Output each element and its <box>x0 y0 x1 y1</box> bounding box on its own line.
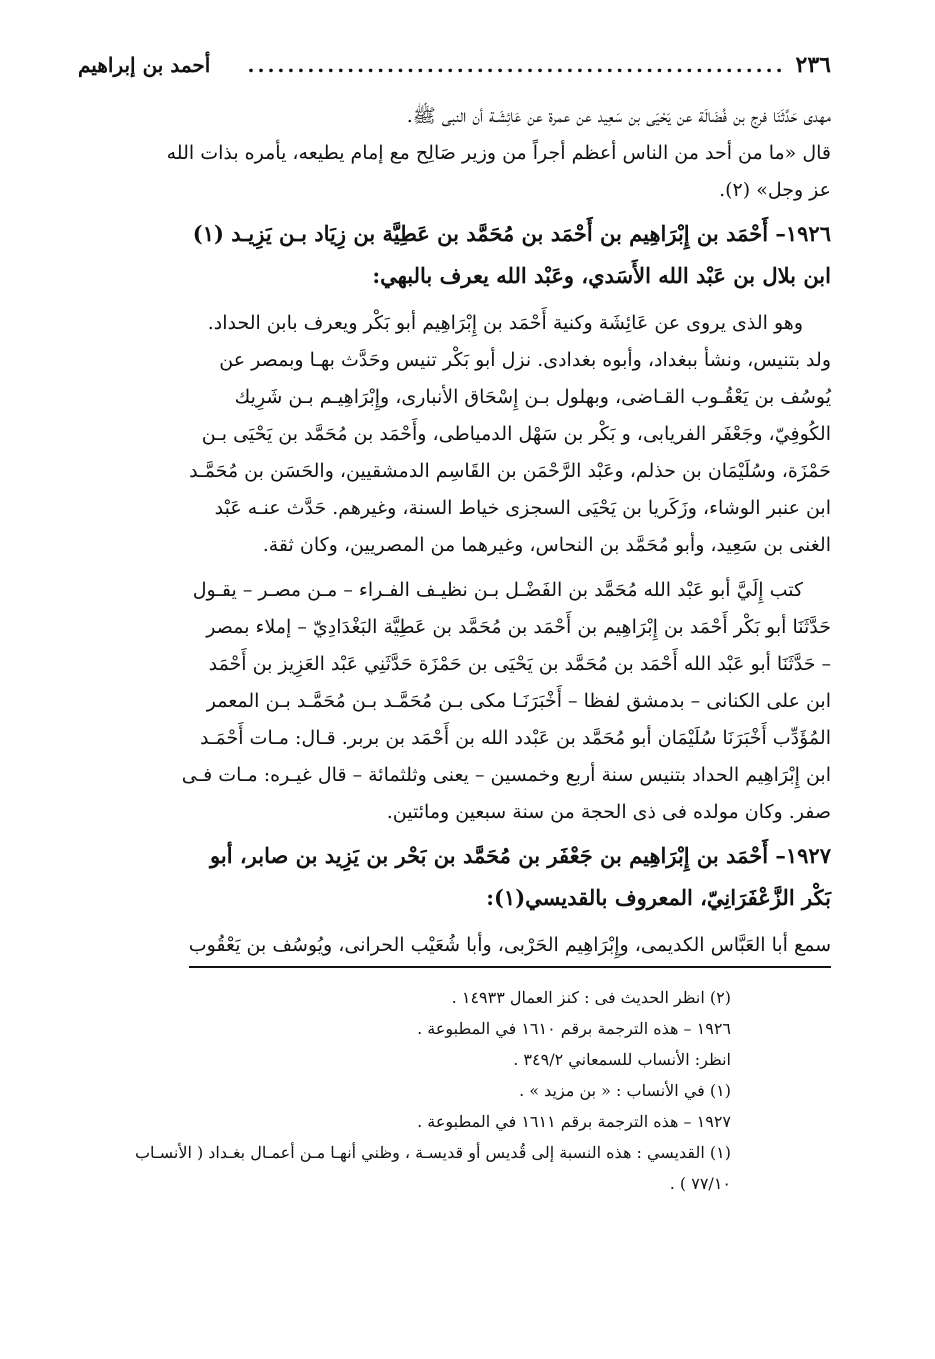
entry-1927-heading <box>78 835 831 919</box>
book-page <box>78 52 831 1199</box>
text-line: عز وجل» (٢). <box>719 179 831 201</box>
text-line: مهدى حَدَّثَنَا فرج بن فُضَالَة عن يَحْيَى بن سَعِيد عن عمرة عن عَائِشَـة أن النبى ﷺ. <box>406 105 831 127</box>
text-line: الغنى بن سَعِيد، وأبو مُحَمَّد بن النحاس، وغيرهما من المصريين، وكان ثقة. <box>262 534 831 556</box>
text-line: المُؤَدِّب أَخْبَرَنَا سُلَيْمَان أبو مُحَمَّد بن عَبْدد الله بن أَحْمَد بن بربر. قـال: مـات أَحْمَـد <box>199 727 831 749</box>
entry-1926-paragraph-2 <box>78 572 831 831</box>
running-title: أحمد بن إبراهيم <box>78 53 211 77</box>
text-line: قال «ما من أحد من الناس أعظم أجراً من وزير صَالِح مع إمام يطيعه، يأمره بذات الله <box>166 142 831 164</box>
text-line: ابن على الكنانى – بدمشق لفظا – أَخْبَرَنَـا مكى بـن مُحَمَّـد بـن مُحَمَّـد بـن المعمر <box>206 690 831 712</box>
text-line: كتب إِلَيَّ أبو عَبْد الله مُحَمَّد بن الفَضْـل بـن نظيـف الفـراء – مـن مصـر – يقـول <box>192 579 803 601</box>
text-line <box>78 927 831 968</box>
footnote: (١) القديسي : هذه النسبة إلى قُديس أو قديسـة ، وظني أنهـا مـن أعمـال بغـداد ( الأنسـاب <box>134 1143 731 1162</box>
text-line: ولد بتنيس، ونشأ ببغداد، وأبوه بغدادى. نزل أبو بَكْر تنيس وحَدَّث بهـا وبمصر عن <box>219 349 831 371</box>
footnote: ٧٧/١٠ ) . <box>669 1174 731 1193</box>
footnote: انظر: الأنساب للسمعاني ٣٤٩/٢ . <box>513 1050 731 1069</box>
entry-1927 <box>78 835 831 968</box>
page-header <box>78 52 831 92</box>
entry-1926 <box>78 213 831 831</box>
entry-1926-paragraph-1 <box>78 305 831 564</box>
text-line: حَمْزَة، وسُلَيْمَان بن حذلم، وعَبْد الرَّحْمَن بن القَاسِم الدمشقيين، والحَسَن بن مُحَمَّـد <box>189 460 831 482</box>
heading-line: ابن بلال بن عَبْد الله الأَسَدي، وعَبْد الله يعرف بالبهي: <box>372 263 831 288</box>
text-line: صفر. وكان مولده فى ذى الحجة من سنة سبعين ومائتين. <box>386 801 831 823</box>
entry-1926-heading <box>78 213 831 297</box>
entry-1927-paragraph-1 <box>78 927 831 968</box>
footnotes <box>78 982 831 1199</box>
header-leader-dots: ...................................................... <box>247 53 786 77</box>
heading-line: بَكْر الزَّعْفَرَانِيّ، المعروف بالقديسي(١): <box>486 885 831 910</box>
text-line: ابن عنبر الوشاء، وزَكَريا بن يَحْيَى السجزى خياط السنة، وغيرهم. حَدَّث عنـه عَبْد <box>214 497 831 519</box>
text-line: – حَدَّثَنَا أبو عَبْد الله أَحْمَد بن مُحَمَّد بن يَحْيَى بن حَمْزَة حَدَّثَنِي عَبْد العَزِيز بن أَحْمَد <box>208 653 831 675</box>
footnote: (٢) انظر الحديث فى : كنز العمال ١٤٩٣٣ . <box>451 988 731 1007</box>
footnote-gap <box>78 968 831 982</box>
text-line: وهو الذى يروى عن عَائِشَة وكنية أَحْمَد بن إِبْرَاهِيم أبو بَكْر ويعرف بابن الحداد. <box>207 312 803 334</box>
heading-line: ١٩٢٧– أَحْمَد بن إِبْرَاهِيم بن جَعْفَر بن مُحَمَّد بن بَحْر بن يَزِيد بن صابر، أبو <box>210 843 831 868</box>
intro-paragraph <box>78 98 831 209</box>
page-number: ٢٣٦ <box>795 52 831 78</box>
footnote: (١) في الأنساب : « بن مزيد » . <box>519 1081 731 1100</box>
text-line: الكُوفِيّ، وجَعْفَر الفريابى، و بَكْر بن سَهْل الدمياطى، وأَحْمَد بن مُحَمَّد بن يَحْيَى بـن <box>201 423 831 445</box>
heading-line: ١٩٢٦– أَحْمَد بن إِبْرَاهِيم بن أَحْمَد بن مُحَمَّد بن عَطِيَّة بن زِيَاد بـن يَزِيـد (١) <box>192 221 831 246</box>
text-line: يُوسُف بن يَعْقُـوب القـاضى، وبهلول بـن إِسْحَاق الأنبارى، وإِبْرَاهِيـم بـن شَرِيك <box>234 386 831 408</box>
text-line: ابن إِبْرَاهِيم الحداد بتنيس سنة أربع وخمسين – يعنى وثلثمائة – قال غيـره: مـات فـى <box>181 764 831 786</box>
footnote: ١٩٢٦ – هذه الترجمة برقم ١٦١٠ في المطبوعة . <box>417 1019 731 1038</box>
footnote: ١٩٢٧ – هذه الترجمة برقم ١٦١١ في المطبوعة . <box>417 1112 731 1131</box>
text-line: حَدَّثَنَا أبو بَكْر أَحْمَد بن إِبْرَاهِيم بن أَحْمَد بن مُحَمَّد بن عَطِيَّة البَغْدَادِيّ – إملاء بمصر <box>206 616 831 638</box>
footnote-separator-line: سمع أبا العَبَّاس الكديمى، وإِبْرَاهِيم الحَرْبى، وأبا شُعَيْب الحرانى، ويُوسُف بن يَعْقُوب <box>189 927 831 968</box>
